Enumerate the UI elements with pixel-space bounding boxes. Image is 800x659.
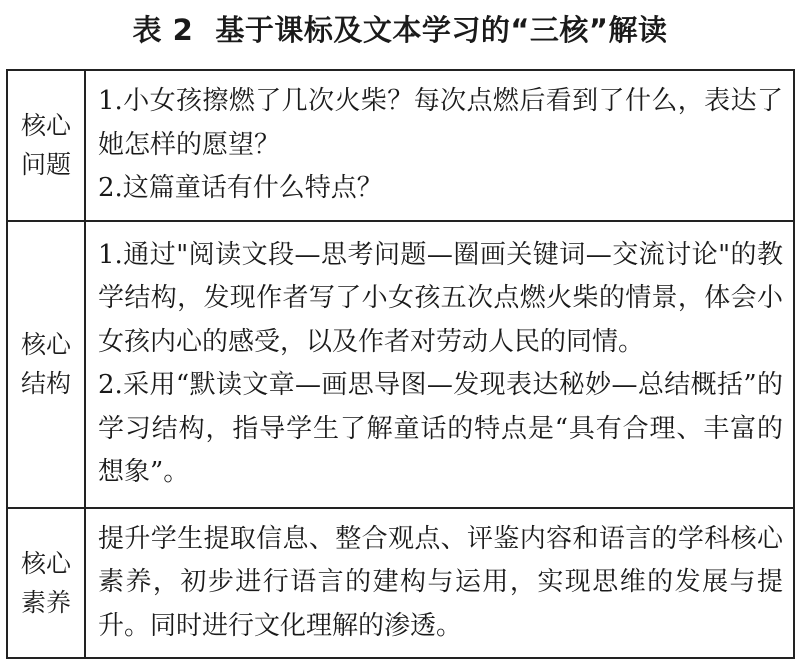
- table-title: 基于课标及文本学习的“三核”解读: [215, 13, 668, 47]
- table-row-core-structure: [7, 221, 794, 508]
- table-row-core-question: [7, 70, 794, 221]
- row-content-core-structure: [85, 221, 794, 508]
- row-label-line: 核心: [20, 548, 71, 578]
- row-label-line: 素养: [20, 587, 71, 617]
- table-number: 表 2: [132, 13, 194, 47]
- content-paragraph: 2.采用“默读文章—画思导图—发现表达秘妙—总结概括”的学习结构，指导学生了解童话的特点是“具有合理、丰富的想象”。: [98, 370, 783, 487]
- content-paragraph: 1.小女孩擦燃了几次火柴？每次点燃后看到了什么，表达了她怎样的愿望？: [98, 86, 783, 160]
- row-content-core-question: [85, 70, 794, 221]
- row-label-line: 核心: [20, 330, 71, 359]
- row-label-line: 问题: [20, 150, 71, 180]
- row-label-core-structure: [7, 221, 85, 508]
- table-row-core-literacy: [7, 508, 794, 659]
- row-content-core-literacy: [85, 508, 794, 659]
- content-paragraph: 提升学生提取信息、整合观点、评鉴内容和语言的学科核心素养，初步进行语言的建构与运用，实现思维的发展与提升。同时进行文化理解的渗透。: [98, 523, 783, 641]
- row-label-line: 核心: [20, 111, 71, 141]
- row-label-line: 结构: [20, 369, 71, 398]
- three-core-table: [6, 69, 795, 659]
- table-caption: [0, 8, 800, 52]
- row-label-core-question: [7, 70, 85, 221]
- content-paragraph: 2.这篇童话有什么特点？: [98, 173, 383, 203]
- row-label-core-literacy: [7, 508, 85, 659]
- content-paragraph: 1.通过"阅读文段—思考问题—圈画关键词—交流讨论"的教学结构，发现作者写了小女孩五次点燃火柴的情景，体会小女孩内心的感受，以及作者对劳动人民的同情。: [98, 239, 783, 357]
